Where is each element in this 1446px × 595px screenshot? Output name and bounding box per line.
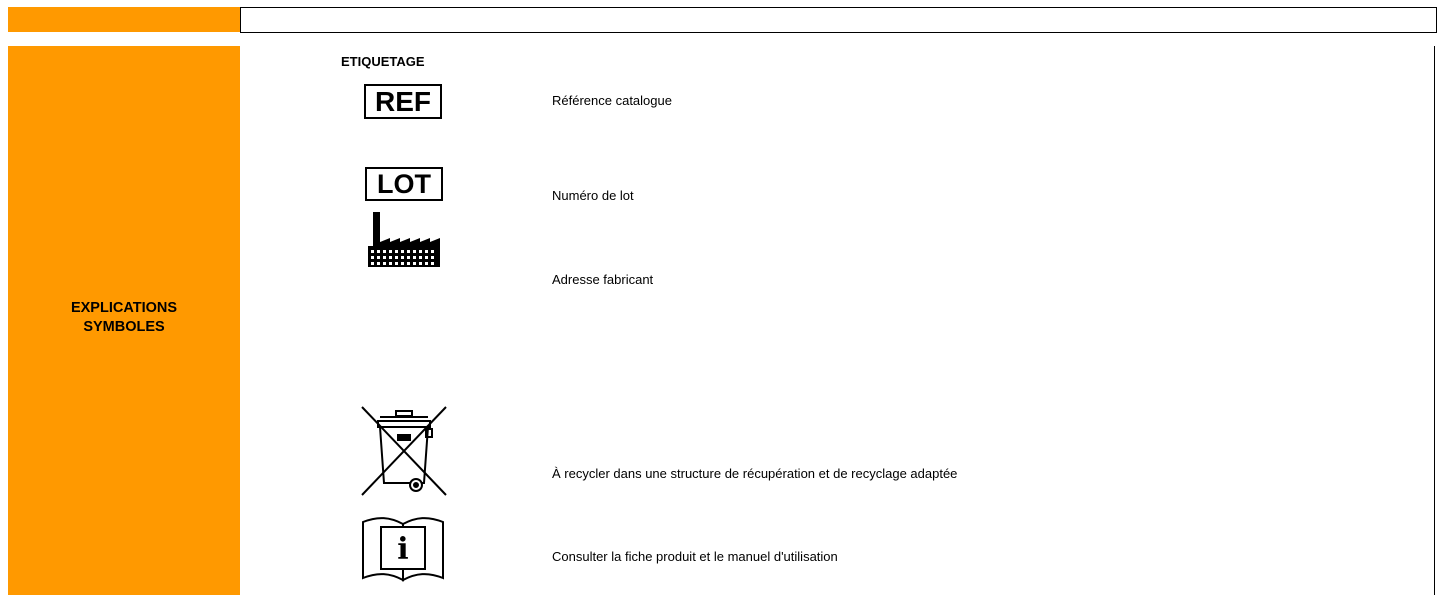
- symbol-label-instructions: Consulter la fiche produit et le manuel d'utilisation: [552, 549, 838, 564]
- sidebar-label-line2: SYMBOLES: [83, 319, 165, 335]
- symbol-label-manufacturer: Adresse fabricant: [552, 272, 654, 287]
- section-heading: ETIQUETAGE: [341, 54, 425, 69]
- table-right-border: [1434, 46, 1435, 595]
- sidebar-label: [8, 299, 240, 337]
- symbol-label-ref: Référence catalogue: [552, 93, 672, 108]
- consult-instructions-icon: [360, 512, 446, 582]
- ref-icon: REF: [364, 84, 442, 119]
- symbol-label-recycle: À recycler dans une structure de récupération et de recyclage adaptée: [552, 466, 958, 481]
- instructions-glyph: i: [397, 532, 409, 567]
- header-orange-cell: [8, 7, 240, 32]
- symbol-label-lot: Numéro de lot: [552, 188, 634, 203]
- manufacturer-factory-icon: [364, 212, 444, 268]
- lot-icon: LOT: [365, 167, 443, 201]
- crossed-out-bin-icon: [360, 405, 448, 497]
- sidebar-label-line1: EXPLICATIONS: [70, 300, 178, 316]
- header-blank-cell: [240, 7, 1437, 33]
